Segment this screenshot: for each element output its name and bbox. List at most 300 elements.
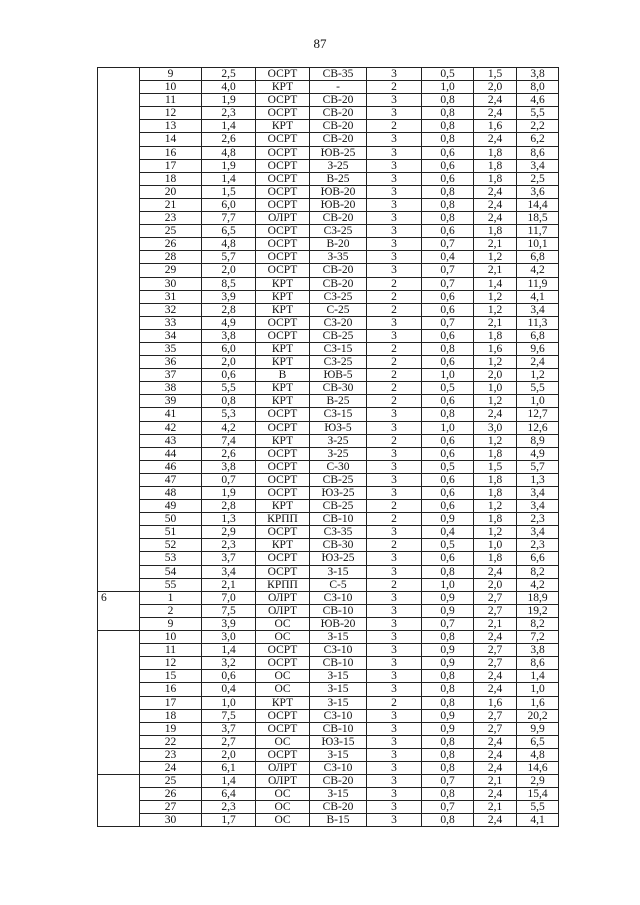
table-cell: 23 — [140, 212, 202, 225]
table-cell: 0,8 — [422, 735, 474, 748]
table-cell: 2,1 — [474, 264, 517, 277]
table-cell — [98, 133, 140, 146]
table-cell — [98, 277, 140, 290]
table-cell: 3 — [367, 172, 422, 185]
table-cell — [98, 303, 140, 316]
table-cell — [98, 81, 140, 94]
table-cell: С-5 — [310, 578, 367, 591]
table-row — [98, 748, 559, 761]
table-cell: 2,6 — [202, 133, 256, 146]
table-cell: 0,6 — [422, 225, 474, 238]
table-cell: 15,4 — [517, 788, 559, 801]
table-cell — [98, 552, 140, 565]
table-cell: 1,0 — [422, 578, 474, 591]
table-cell: 6,4 — [202, 788, 256, 801]
table-cell: 0,6 — [422, 552, 474, 565]
table-cell: 3,4 — [517, 526, 559, 539]
table-cell: 3 — [367, 146, 422, 159]
table-cell: 3,8 — [202, 329, 256, 342]
table-cell: ОС — [256, 788, 310, 801]
table-cell: СВ-30 — [310, 382, 367, 395]
table-cell — [98, 316, 140, 329]
table-cell: 1,4 — [202, 644, 256, 657]
table-cell — [98, 68, 140, 81]
table-cell: 3,8 — [202, 460, 256, 473]
table-cell: 2,3 — [202, 107, 256, 120]
table-cell: 22 — [140, 735, 202, 748]
table-cell: 0,8 — [422, 748, 474, 761]
table-cell: 2,4 — [474, 133, 517, 146]
table-cell: 0,6 — [422, 434, 474, 447]
table-cell — [98, 159, 140, 172]
table-cell: 16 — [140, 683, 202, 696]
table-cell: 2,0 — [474, 578, 517, 591]
table-cell: 0,7 — [202, 473, 256, 486]
table-cell: КРТ — [256, 434, 310, 447]
table-cell: 10 — [140, 81, 202, 94]
table-cell: 2 — [367, 81, 422, 94]
table-cell: 3 — [367, 198, 422, 211]
table-cell: ЮВ-25 — [310, 146, 367, 159]
table-cell: 33 — [140, 316, 202, 329]
table-cell: 0,8 — [422, 212, 474, 225]
table-cell: 2 — [367, 578, 422, 591]
table-cell: 2 — [367, 513, 422, 526]
table-cell: 34 — [140, 329, 202, 342]
table-cell: 1,7 — [202, 814, 256, 827]
table-cell — [98, 814, 140, 827]
table-cell — [98, 617, 140, 630]
table-cell: 7,7 — [202, 212, 256, 225]
table-cell: ОС — [256, 631, 310, 644]
table-cell: З-35 — [310, 251, 367, 264]
table-cell: 2 — [367, 120, 422, 133]
table-cell: СЗ-25 — [310, 356, 367, 369]
table-cell: 2,1 — [474, 316, 517, 329]
table-cell: 12 — [140, 657, 202, 670]
table-cell: 49 — [140, 500, 202, 513]
table-cell: 3 — [367, 225, 422, 238]
table-cell: 32 — [140, 303, 202, 316]
table-cell: 2,4 — [474, 565, 517, 578]
table-cell: 0,6 — [422, 172, 474, 185]
table-cell: ЮЗ-15 — [310, 735, 367, 748]
table-cell: 0,7 — [422, 617, 474, 630]
table-cell — [98, 225, 140, 238]
table-row — [98, 447, 559, 460]
table-cell: 4,2 — [202, 421, 256, 434]
table-cell: 3 — [367, 683, 422, 696]
table-cell: 4,9 — [202, 316, 256, 329]
table-cell: 3 — [367, 447, 422, 460]
table-cell: 0,8 — [422, 565, 474, 578]
table-cell: ОСРТ — [256, 316, 310, 329]
table-cell: В-20 — [310, 238, 367, 251]
table-cell: 3 — [367, 107, 422, 120]
table-cell: З-15 — [310, 748, 367, 761]
table-cell: 3,2 — [202, 657, 256, 670]
table-cell: 7,5 — [202, 604, 256, 617]
table-cell: 0,9 — [422, 644, 474, 657]
table-cell: 2,7 — [474, 591, 517, 604]
table-cell: 3 — [367, 631, 422, 644]
table-cell: СЗ-20 — [310, 316, 367, 329]
table-cell: 2,7 — [474, 644, 517, 657]
table-cell: 1,2 — [474, 395, 517, 408]
table-cell — [98, 395, 140, 408]
table-row — [98, 303, 559, 316]
table-cell: 25 — [140, 775, 202, 788]
table-cell: 1,8 — [474, 225, 517, 238]
table-cell: 6 — [98, 591, 140, 604]
table-cell: ОСРТ — [256, 251, 310, 264]
table-cell: ОСРТ — [256, 146, 310, 159]
table-cell: КРТ — [256, 539, 310, 552]
table-cell: 0,9 — [422, 657, 474, 670]
table-cell: 0,8 — [422, 631, 474, 644]
table-cell: 2,3 — [517, 513, 559, 526]
table-cell — [98, 696, 140, 709]
table-cell: ЮВ-5 — [310, 369, 367, 382]
table-cell: 6,1 — [202, 761, 256, 774]
table-cell: 1,2 — [474, 303, 517, 316]
table-cell: СВ-20 — [310, 94, 367, 107]
table-cell: 1,2 — [474, 434, 517, 447]
table-row — [98, 133, 559, 146]
table-cell: 3,6 — [517, 185, 559, 198]
table-cell: 3,7 — [202, 722, 256, 735]
table-cell: 35 — [140, 342, 202, 355]
table-cell: 0,8 — [422, 94, 474, 107]
table-cell: 27 — [140, 801, 202, 814]
table-cell: 10,1 — [517, 238, 559, 251]
table-cell — [98, 473, 140, 486]
table-cell: 2 — [367, 277, 422, 290]
table-cell: СВ-25 — [310, 500, 367, 513]
table-cell: 4,6 — [517, 94, 559, 107]
table-cell: 5,5 — [517, 382, 559, 395]
table-cell — [98, 185, 140, 198]
table-cell: СВ-25 — [310, 473, 367, 486]
table-cell: 2,7 — [474, 604, 517, 617]
table-cell — [98, 801, 140, 814]
table-cell: 0,8 — [422, 788, 474, 801]
table-cell: 1,8 — [474, 473, 517, 486]
table-cell: 2,1 — [202, 578, 256, 591]
table-cell — [98, 94, 140, 107]
table-cell: ОЛРТ — [256, 604, 310, 617]
table-cell — [98, 460, 140, 473]
table-cell: 7,5 — [202, 709, 256, 722]
table-cell: 1,6 — [474, 342, 517, 355]
table-cell — [98, 487, 140, 500]
table-cell: С-25 — [310, 303, 367, 316]
table-row — [98, 251, 559, 264]
table-cell: 0,6 — [422, 356, 474, 369]
table-cell: 0,8 — [422, 198, 474, 211]
table-row — [98, 735, 559, 748]
table-cell: 3 — [367, 657, 422, 670]
table-cell: 2 — [367, 696, 422, 709]
table-cell: 3 — [367, 801, 422, 814]
table-cell: 2,3 — [517, 539, 559, 552]
table-cell: 3 — [367, 185, 422, 198]
table-cell: 1,9 — [202, 159, 256, 172]
table-cell: 6,5 — [517, 735, 559, 748]
table-cell: В-15 — [310, 814, 367, 827]
table-cell: 2,9 — [202, 526, 256, 539]
table-cell: 3 — [367, 617, 422, 630]
table-cell: 48 — [140, 487, 202, 500]
table-cell: ОСРТ — [256, 709, 310, 722]
table-cell: 36 — [140, 356, 202, 369]
table-cell — [98, 434, 140, 447]
table-cell: 0,6 — [422, 500, 474, 513]
table-cell: СВ-10 — [310, 604, 367, 617]
table-cell: СВ-20 — [310, 801, 367, 814]
table-cell: 14,6 — [517, 761, 559, 774]
table-cell: 8,0 — [517, 81, 559, 94]
table-cell: 8,6 — [517, 657, 559, 670]
table-cell: 4,0 — [202, 81, 256, 94]
table-cell: ОСРТ — [256, 107, 310, 120]
table-cell — [98, 513, 140, 526]
table-cell: 1,8 — [474, 447, 517, 460]
table-cell: 3 — [367, 264, 422, 277]
table-cell: 4,2 — [517, 264, 559, 277]
table-cell: 0,7 — [422, 316, 474, 329]
table-cell: ОС — [256, 683, 310, 696]
table-row — [98, 81, 559, 94]
table-cell: 1,8 — [474, 159, 517, 172]
table-cell: 4,8 — [202, 146, 256, 159]
table-cell: З-15 — [310, 696, 367, 709]
table-cell: 1,2 — [474, 356, 517, 369]
table-cell: 6,6 — [517, 552, 559, 565]
table-cell: 19,2 — [517, 604, 559, 617]
table-row — [98, 513, 559, 526]
table-cell: СВ-10 — [310, 513, 367, 526]
table-cell: З-15 — [310, 670, 367, 683]
table-cell: 8,2 — [517, 565, 559, 578]
table-row — [98, 290, 559, 303]
table-cell: КРТ — [256, 342, 310, 355]
table-cell: 9 — [140, 617, 202, 630]
table-cell: 10 — [140, 631, 202, 644]
table-cell: 3 — [367, 408, 422, 421]
table-cell: - — [310, 81, 367, 94]
table-cell: КРТ — [256, 382, 310, 395]
table-cell: 2,4 — [474, 788, 517, 801]
table-cell: 3,4 — [517, 487, 559, 500]
table-cell: 0,8 — [422, 814, 474, 827]
table-cell: 0,8 — [422, 683, 474, 696]
table-cell: 8,5 — [202, 277, 256, 290]
table-cell: 25 — [140, 225, 202, 238]
table-cell: З-25 — [310, 447, 367, 460]
table-cell: 0,6 — [422, 329, 474, 342]
table-cell: СЗ-10 — [310, 709, 367, 722]
table-cell: 7,4 — [202, 434, 256, 447]
table-cell — [98, 356, 140, 369]
table-cell: 53 — [140, 552, 202, 565]
table-cell: 0,7 — [422, 775, 474, 788]
table-cell: 3 — [367, 133, 422, 146]
table-cell — [98, 670, 140, 683]
table-cell — [98, 631, 140, 644]
table-cell — [98, 172, 140, 185]
table-cell: ОСРТ — [256, 238, 310, 251]
table-cell: 38 — [140, 382, 202, 395]
table-cell: 1,0 — [422, 421, 474, 434]
table-cell: 5,5 — [202, 382, 256, 395]
table-cell: 19 — [140, 722, 202, 735]
table-cell: СЗ-35 — [310, 526, 367, 539]
table-cell: СЗ-10 — [310, 591, 367, 604]
table-cell: 1,8 — [474, 146, 517, 159]
table-cell: 42 — [140, 421, 202, 434]
table-cell: 3 — [367, 94, 422, 107]
table-cell: ОС — [256, 670, 310, 683]
table-cell: 18 — [140, 709, 202, 722]
table-cell: 4,8 — [202, 238, 256, 251]
table-cell: КРТ — [256, 696, 310, 709]
table-cell: 0,8 — [422, 670, 474, 683]
table-cell: ОС — [256, 617, 310, 630]
table-cell: ОЛРТ — [256, 775, 310, 788]
table-cell: 2 — [367, 290, 422, 303]
table-cell: 23 — [140, 748, 202, 761]
table-cell — [98, 683, 140, 696]
table-cell: 46 — [140, 460, 202, 473]
table-cell: 3,7 — [202, 552, 256, 565]
table-cell: 11,7 — [517, 225, 559, 238]
table-cell: ОЛРТ — [256, 761, 310, 774]
table-cell: 41 — [140, 408, 202, 421]
table-cell: 3 — [367, 316, 422, 329]
table-cell: 2,3 — [202, 801, 256, 814]
table-cell: 44 — [140, 447, 202, 460]
table-cell: 1,2 — [474, 526, 517, 539]
table-cell: 2,4 — [474, 408, 517, 421]
table-cell: З-25 — [310, 159, 367, 172]
table-cell: 2,1 — [474, 617, 517, 630]
table-cell: 20 — [140, 185, 202, 198]
table-cell: СВ-20 — [310, 264, 367, 277]
table-cell: 2,4 — [474, 761, 517, 774]
table-cell: КРТ — [256, 303, 310, 316]
table-row — [98, 670, 559, 683]
table-cell: 2 — [367, 356, 422, 369]
table-cell: 6,8 — [517, 329, 559, 342]
table-row — [98, 552, 559, 565]
table-cell: 2,2 — [517, 120, 559, 133]
table-cell: 8,2 — [517, 617, 559, 630]
table-cell: 0,5 — [422, 539, 474, 552]
table-cell: 0,9 — [422, 722, 474, 735]
table-cell: ОСРТ — [256, 644, 310, 657]
table-row — [98, 473, 559, 486]
table-cell: 2,9 — [517, 775, 559, 788]
table-cell: 1,5 — [202, 185, 256, 198]
table-cell: 0,8 — [422, 408, 474, 421]
table-cell: СЗ-25 — [310, 225, 367, 238]
table-cell: 4,2 — [517, 578, 559, 591]
table-cell: ОСРТ — [256, 473, 310, 486]
table-row — [98, 329, 559, 342]
table-cell: ОСРТ — [256, 329, 310, 342]
table-cell: 1,5 — [474, 68, 517, 81]
table-cell — [98, 775, 140, 788]
table-row — [98, 487, 559, 500]
table-cell: ОС — [256, 814, 310, 827]
table-cell: 2,0 — [474, 81, 517, 94]
table-cell: 3 — [367, 604, 422, 617]
table-cell: 0,8 — [422, 696, 474, 709]
table-cell: 2,4 — [474, 212, 517, 225]
table-cell — [98, 722, 140, 735]
table-cell: ОСРТ — [256, 159, 310, 172]
table-cell: 1,3 — [517, 473, 559, 486]
table-cell: СВ-25 — [310, 329, 367, 342]
table-cell: 1,0 — [517, 395, 559, 408]
table-cell: ОСРТ — [256, 657, 310, 670]
table-cell: 0,6 — [422, 159, 474, 172]
table-cell: 17 — [140, 159, 202, 172]
table-cell — [98, 198, 140, 211]
table-cell: 2,4 — [474, 631, 517, 644]
table-row — [98, 775, 559, 788]
table-cell: 2,7 — [474, 657, 517, 670]
table-cell: 1,2 — [517, 369, 559, 382]
table-cell: 2,6 — [202, 447, 256, 460]
table-cell: 17 — [140, 696, 202, 709]
table-row — [98, 526, 559, 539]
table-cell: 2,7 — [474, 722, 517, 735]
table-cell: З-15 — [310, 788, 367, 801]
table-cell: ОСРТ — [256, 408, 310, 421]
table-cell: 3 — [367, 644, 422, 657]
table-row — [98, 94, 559, 107]
table-cell: 3 — [367, 251, 422, 264]
table-cell: 4,9 — [517, 447, 559, 460]
table-cell: ОСРТ — [256, 198, 310, 211]
table-cell: 0,6 — [422, 447, 474, 460]
table-cell: 2 — [367, 500, 422, 513]
table-cell: 2,0 — [202, 264, 256, 277]
table-cell: ЮЗ-5 — [310, 421, 367, 434]
table-cell: КРТ — [256, 290, 310, 303]
table-cell — [98, 539, 140, 552]
table-cell: 16 — [140, 146, 202, 159]
table-cell: 2 — [367, 303, 422, 316]
table-cell: 20,2 — [517, 709, 559, 722]
table-cell: 54 — [140, 565, 202, 578]
table-cell: 3 — [367, 159, 422, 172]
table-cell: 3 — [367, 735, 422, 748]
table-cell: ОСРТ — [256, 552, 310, 565]
table-cell: З-15 — [310, 683, 367, 696]
table-cell: 0,5 — [422, 460, 474, 473]
table-cell: 4,1 — [517, 814, 559, 827]
table-cell: 2 — [367, 369, 422, 382]
table-cell: 3,9 — [202, 290, 256, 303]
table-cell: 3 — [367, 788, 422, 801]
table-cell: 3,4 — [517, 303, 559, 316]
table-cell: 0,8 — [422, 342, 474, 355]
table-cell: 1,0 — [202, 696, 256, 709]
table-cell: 1,8 — [474, 329, 517, 342]
